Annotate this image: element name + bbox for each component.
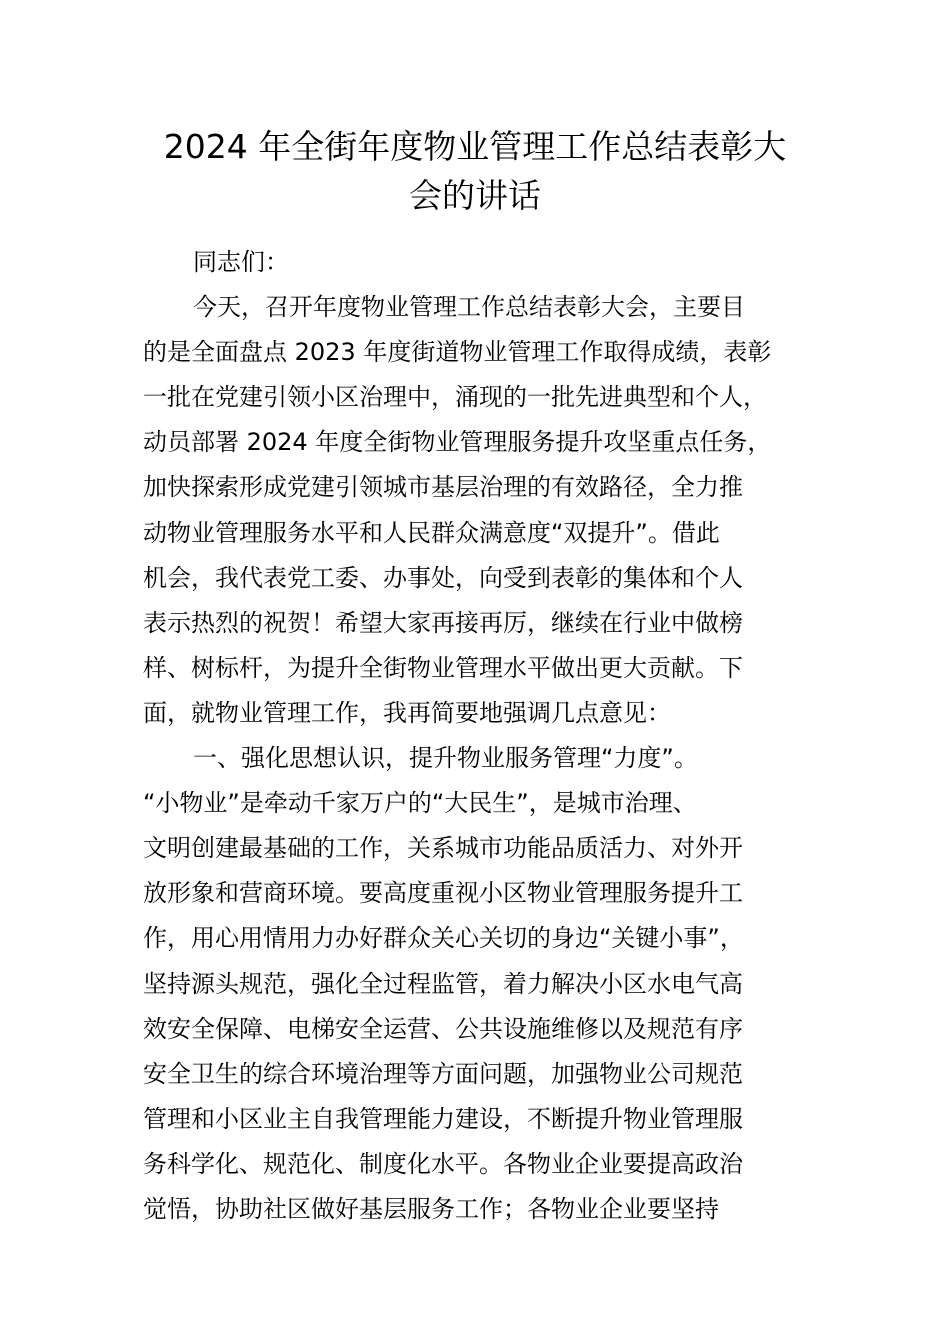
paragraph-line: 坚持源头规范，强化全过程监管，着力解决小区水电气高 (143, 969, 743, 998)
paragraph-line: 动物业管理服务水平和人民群众满意度“双提升”。借此 (143, 518, 720, 547)
paragraph-line: 觉悟，协助社区做好基层服务工作；各物业企业要坚持 (143, 1194, 719, 1223)
paragraph-line: 面，就物业管理工作，我再简要地强调几点意见： (143, 698, 671, 727)
document-body (143, 240, 823, 1232)
paragraph-line: 作，用心用情用力办好群众关心关切的身边“关键小事”， (143, 924, 744, 953)
salutation: 同志们： (193, 248, 289, 276)
paragraph-line: 务科学化、规范化、制度化水平。各物业企业要提高政治 (143, 1149, 743, 1178)
paragraph-line: 表示热烈的祝贺！希望大家再接再厉，继续在行业中做榜 (143, 608, 743, 637)
paragraph-line: 机会，我代表党工委、办事处，向受到表彰的集体和个人 (143, 563, 743, 592)
title-line: 会的讲话 (409, 176, 541, 215)
paragraph-line: 今天，召开年度物业管理工作总结表彰大会，主要目 (193, 293, 745, 322)
paragraph-line: 动员部署 2024 年度全街物业管理服务提升攻坚重点任务， (143, 428, 772, 457)
paragraph-line: 加快探索形成党建引领城市基层治理的有效路径，全力推 (143, 473, 743, 502)
paragraph-line: 的是全面盘点 2023 年度街道物业管理工作取得成绩，表彰 (143, 338, 772, 367)
paragraph-line: 效安全保障、电梯安全运营、公共设施维修以及规范有序 (143, 1014, 743, 1043)
paragraph-line: 文明创建最基础的工作，关系城市功能品质活力、对外开 (143, 834, 743, 863)
paragraph-line: 放形象和营商环境。要高度重视小区物业管理服务提升工 (143, 879, 743, 908)
paragraph-line: 管理和小区业主自我管理能力建设，不断提升物业管理服 (143, 1104, 743, 1133)
paragraph-line: 样、树标杆，为提升全街物业管理水平做出更大贡献。下 (143, 653, 743, 682)
paragraph-line: “小物业”是牵动千家万户的“大民生”，是城市治理、 (143, 789, 697, 818)
paragraph-line: 安全卫生的综合环境治理等方面问题，加强物业公司规范 (143, 1059, 743, 1088)
title-line: 2024 年全街年度物业管理工作总结表彰大 (163, 127, 787, 166)
section-heading: 一、强化思想认识，提升物业服务管理“力度”。 (193, 744, 698, 773)
document-title (130, 122, 820, 220)
paragraph-line: 一批在党建引领小区治理中，涌现的一批先进典型和个人， (143, 383, 767, 412)
